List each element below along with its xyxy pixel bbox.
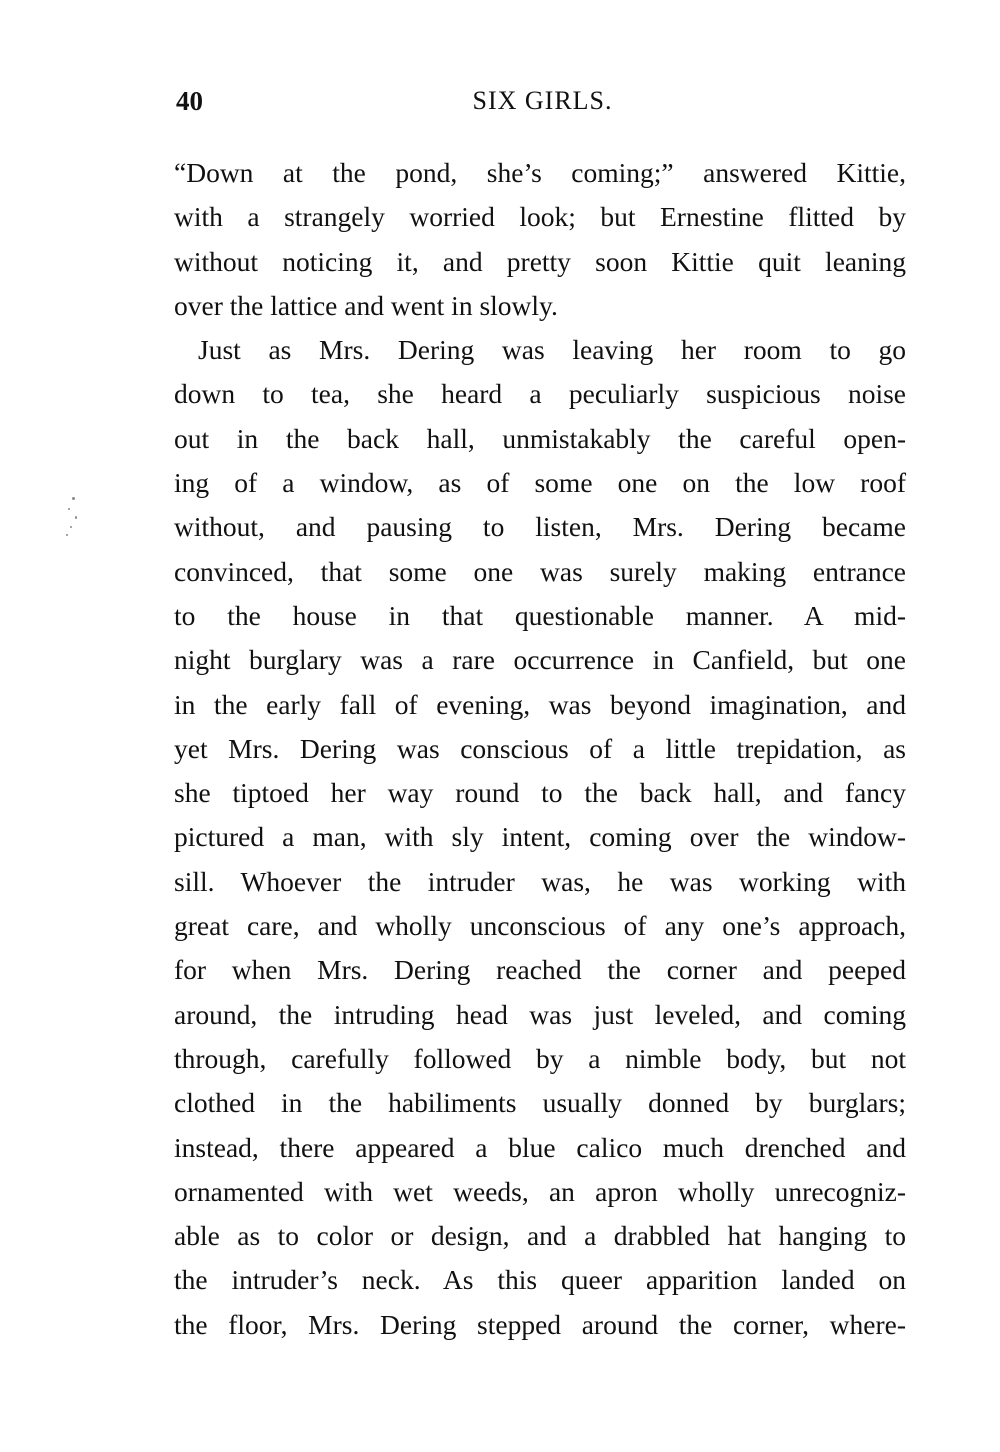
text-line: she tiptoed her way round to the back hall, and fancy bbox=[174, 777, 906, 809]
text-line: in the early fall of evening, was beyond imagination, and bbox=[174, 688, 906, 720]
text-line: convinced, that some one was surely making entrance bbox=[174, 555, 906, 587]
scan-speck bbox=[68, 508, 70, 510]
text-line: down to tea, she heard a peculiarly suspicious noise bbox=[174, 378, 906, 410]
text-line: without noticing it, and pretty soon Kittie quit leaning bbox=[174, 245, 906, 277]
text-line: over the lattice and went in slowly. bbox=[174, 289, 558, 321]
text-line: Just as Mrs. Dering was leaving her room to go bbox=[198, 334, 906, 366]
scan-speck bbox=[75, 516, 77, 519]
text-line: night burglary was a rare occurrence in Canfield, but one bbox=[174, 644, 906, 676]
text-line: ornamented with wet weeds, an apron wholly unrecogniz- bbox=[174, 1175, 906, 1207]
text-line: able as to color or design, and a drabbled hat hanging to bbox=[174, 1220, 906, 1252]
text-line: the floor, Mrs. Dering stepped around the corner, where- bbox=[174, 1308, 906, 1340]
scan-speck bbox=[72, 497, 75, 500]
text-line: yet Mrs. Dering was conscious of a little trepidation, as bbox=[174, 732, 906, 764]
paragraph bbox=[174, 328, 906, 1347]
text-line: without, and pausing to listen, Mrs. Dering became bbox=[174, 511, 906, 543]
text-line: clothed in the habiliments usually donned by burglars; bbox=[174, 1087, 906, 1119]
text-line: ing of a window, as of some one on the low roof bbox=[174, 467, 906, 499]
text-line: the intruder’s neck. As this queer apparition landed on bbox=[174, 1264, 906, 1296]
text-line: through, carefully followed by a nimble body, but not bbox=[174, 1042, 906, 1074]
text-line: for when Mrs. Dering reached the corner and peeped bbox=[174, 954, 906, 986]
page-number: 40 bbox=[176, 86, 203, 116]
text-line: around, the intruding head was just leveled, and coming bbox=[174, 998, 906, 1030]
text-line: instead, there appeared a blue calico much drenched and bbox=[174, 1131, 906, 1163]
text-line: pictured a man, with sly intent, coming over the window- bbox=[174, 821, 906, 853]
text-line: great care, and wholly unconscious of any one’s approach, bbox=[174, 910, 906, 942]
body-text bbox=[174, 151, 906, 1347]
text-line: to the house in that questionable manner. A mid- bbox=[174, 599, 906, 631]
running-head: SIX GIRLS. bbox=[472, 86, 613, 115]
scan-speck bbox=[66, 534, 68, 536]
paragraph bbox=[174, 151, 906, 328]
text-line: “Down at the pond, she’s coming;” answered Kittie, bbox=[174, 157, 906, 188]
scan-speck bbox=[70, 526, 72, 528]
text-line: sill. Whoever the intruder was, he was working with bbox=[174, 865, 906, 897]
text-line: with a strangely worried look; but Ernestine flitted by bbox=[174, 201, 906, 233]
text-line: out in the back hall, unmistakably the careful open- bbox=[174, 422, 906, 454]
